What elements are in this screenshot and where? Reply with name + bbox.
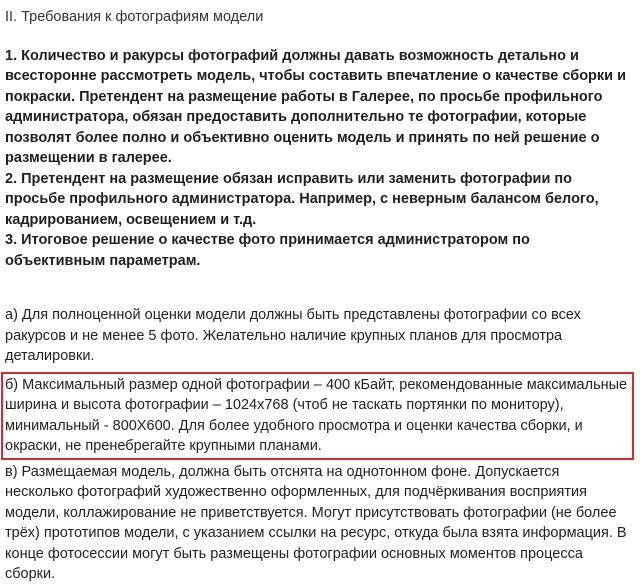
rule-1: 1. Количество и ракурсы фотографий должны давать возможность детально и всесторонне рассмотреть модель, чтобы составить впечатление о качестве сборки и покраски. Претендент на размещение работы в Галерее, по просьбе профильного администратора, обязан предоставить дополнительно те фотографии, которые позволят более полно и объективно оценить модель и принять по ней решение о размещении в галерее. [5, 47, 627, 166]
rule-3: 3. Итоговое решение о качестве фото принимается администратором по объективным параметрам. [5, 232, 530, 269]
note-c: в) Размещаемая модель, должна быть отснята на однотонном фоне. Допускается несколько фотографий художественно оформленных, для подчёркивания восприятия модели, коллажирование не приветствуется. Могут присутствовать фотографии (не более трёх) прототипов модели, с указанием ссылки на ресурс, откуда была взята информация. В конце фотосессии могут быть размещены фотографии основных моментов процесса сборки. [5, 463, 627, 582]
note-b: б) Максимальный размер одной фотографии – 400 кБайт, рекомендованные максимальные ширина и высота фотографии – 1024х768 (чтоб не таскать портянки по монитору), минимальный - 800Х600. Для более удобного просмотра и оценки качества сборки, и окраски, не пренебрегайте крупными планами. [5, 376, 628, 454]
notes-list [5, 305, 630, 585]
note-a: а) Для полноценной оценки модели должны быть представлены фотографии со всех ракурсов и не менее 5 фото. Желательно наличие крупных планов для просмотра деталировки. [5, 307, 581, 364]
rule-2: 2. Претендент на размещение обязан исправить или заменить фотографии по просьбе профильного администратора. Например, с неверным балансом белого, кадрированием, освещением и т.д. [5, 170, 599, 228]
section-title: II. Требования к фотографиям модели [5, 9, 264, 25]
highlighted-note-box [1, 372, 634, 460]
document-body [5, 7, 630, 585]
rules-list [5, 46, 630, 272]
